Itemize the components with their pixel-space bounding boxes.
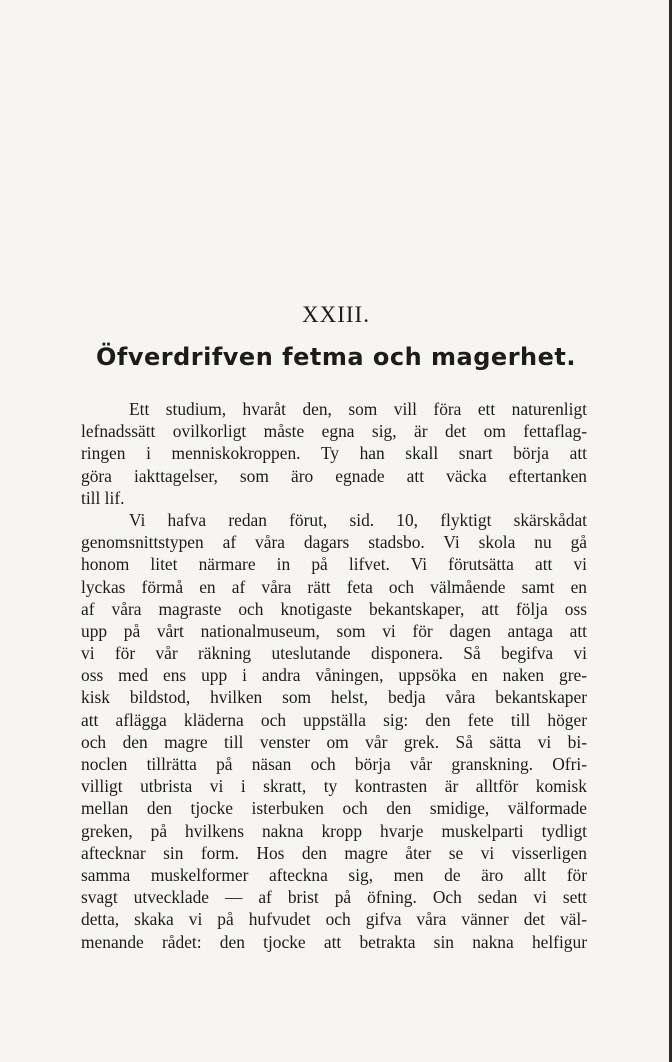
text-line: och den magre till venster om vår grek. Så sätta vi bi- bbox=[81, 731, 587, 752]
text-line: aftecknar sin form. Hos den magre åter se vi visserligen bbox=[81, 842, 587, 863]
text-line: noclen tillrätta på näsan och börja vår granskning. Ofri- bbox=[81, 754, 587, 774]
text-line: detta, skaka vi på hufvudet och gifva våra vänner det väl- bbox=[81, 909, 587, 930]
chapter-number: XXIII. bbox=[302, 302, 370, 327]
text-line: ringen i menniskokroppen. Ty han skall snart börja att bbox=[81, 443, 587, 464]
text-line: till lif. bbox=[81, 487, 125, 508]
text-line: af våra magraste och knotigaste bekantskaper, att följa oss bbox=[81, 598, 587, 619]
text-line: mellan den tjocke isterbuken och den smidige, välformade bbox=[81, 798, 587, 819]
text-line: honom litet närmare in på lifvet. Vi förutsätta att vi bbox=[81, 554, 587, 575]
text-line: svagt utvecklade — af brist på öfning. Och sedan vi sett bbox=[81, 887, 587, 908]
body-text bbox=[81, 398, 587, 953]
text-line: villigt utbrista vi i skratt, ty kontrasten är alltför komisk bbox=[81, 776, 587, 797]
text-line: samma muskelformer afteckna sig, men de äro allt för bbox=[81, 864, 587, 885]
text-line: göra iakttagelser, som äro egnade att väcka eftertanken bbox=[81, 465, 587, 486]
paragraph-2 bbox=[81, 509, 587, 953]
text-line: genomsnittstypen af våra dagars stadsbo. Vi skola nu gå bbox=[81, 532, 587, 553]
text-line: oss med ens upp i andra våningen, uppsöka en naken gre- bbox=[81, 665, 587, 686]
text-line: lefnadssätt ovilkorligt måste egna sig, är det om fettaflag- bbox=[81, 421, 587, 442]
text-line: upp på vårt nationalmuseum, som vi för dagen antaga att bbox=[81, 620, 587, 641]
text-line: lyckas förmå en af våra rätt feta och välmående samt en bbox=[81, 576, 587, 597]
text-line: greken, på hvilkens nakna kropp hvarje muskelparti tydligt bbox=[81, 820, 587, 841]
text-line: vi för vår räkning uteslutande disponera. Så begifva vi bbox=[81, 643, 587, 664]
text-line: menande rådet: den tjocke att betrakta sin nakna helfigur bbox=[81, 931, 587, 952]
text-line: kisk bildstod, hvilken som helst, bedja våra bekantskaper bbox=[81, 687, 587, 708]
text-line: Ett studium, hvaråt den, som vill föra ett naturenligt bbox=[129, 399, 587, 419]
chapter-title: Öfverdrifven fetma och magerhet. bbox=[95, 343, 576, 371]
paragraph-1 bbox=[81, 398, 587, 509]
text-line: Vi hafva redan förut, sid. 10, flyktigt skärskådat bbox=[129, 509, 587, 530]
text-line: att aflägga kläderna och uppställa sig: den fete till höger bbox=[81, 709, 587, 730]
